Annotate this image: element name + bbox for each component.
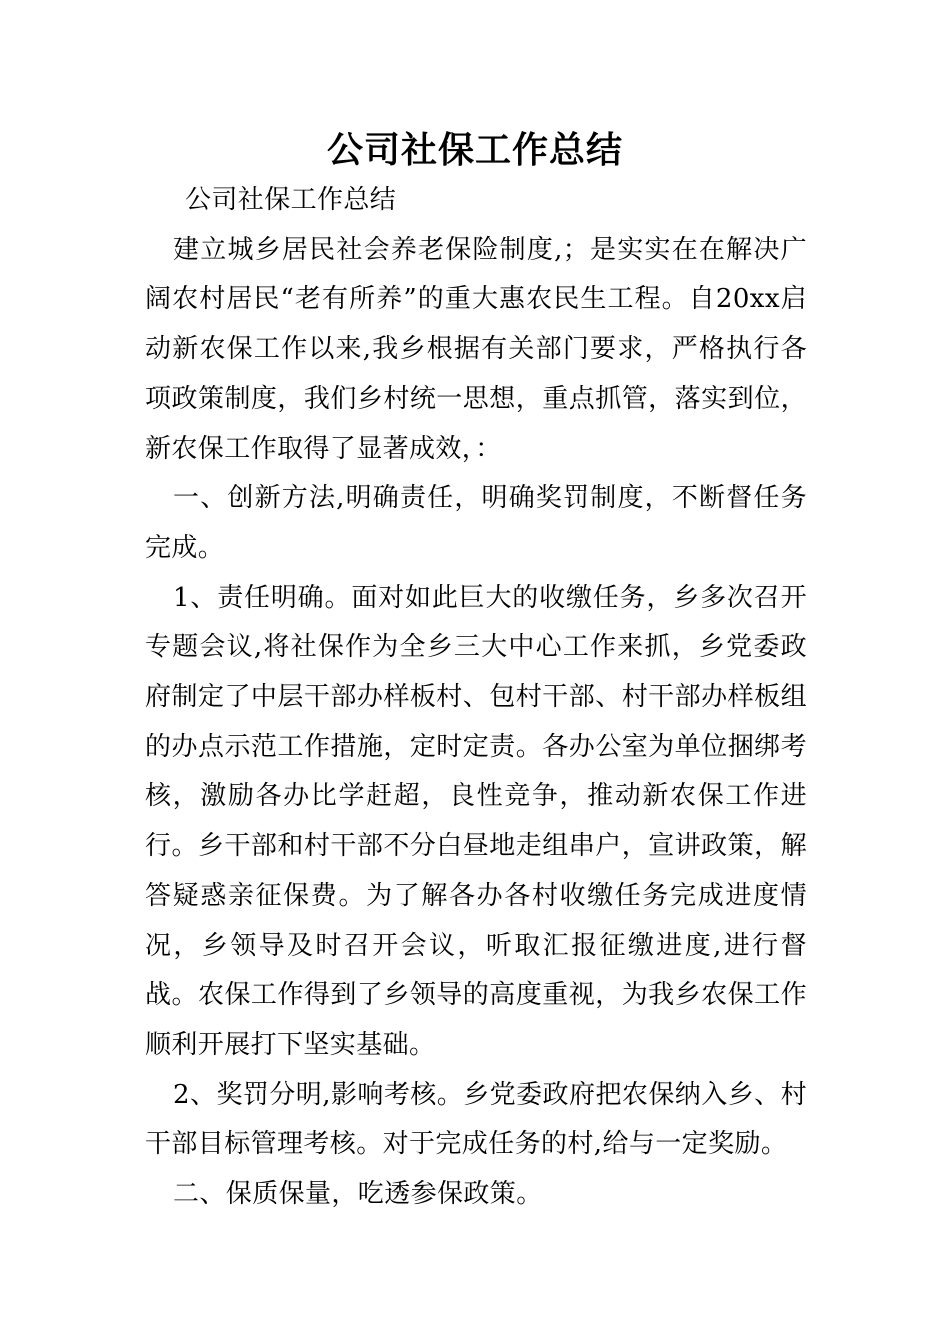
paragraph: 二、保质保量，吃透参保政策。 [173, 1179, 543, 1210]
paragraph: 1、责任明确。面对如此巨大的收缴任务，乡多次召开专题会议,将社保作为全乡三大中心工作来抓，乡党委政府制定了中层干部办样板村、包村干部、村干部办样板组的办点示范工作措施，定时定责。各办公室为单位捆绑考核，激励各办比学赶超，良性竞争，推动新农保工作进行。乡干部和村干部不分白昼地走组串户，宣讲政策，解答疑惑亲征保费。为了解各办各村收缴任务完成进度情况，乡领导及时召开会议，听取汇报征缴进度,进行督战。农保工作得到了乡领导的高度重视，为我乡农保工作顺利开展打下坚实基础。 [145, 582, 807, 1060]
document-title: 公司社保工作总结 [326, 129, 623, 171]
document-subtitle: 公司社保工作总结 [185, 185, 397, 215]
paragraph: 建立城乡居民社会养老保险制度,；是实实在在解决广阔农村居民“老有所养”的重大惠农民生工程。自20xx启动新农保工作以来,我乡根据有关部门要求，严格执行各项政策制度，我们乡村统一思想，重点抓管，落实到位，新农保工作取得了显著成效，： [145, 234, 807, 464]
document-body [145, 176, 807, 1220]
paragraph: 2、奖罚分明,影响考核。乡党委政府把农保纳入乡、村干部目标管理考核。对于完成任务的村,给与一定奖励。 [145, 1079, 807, 1160]
paragraph: 一、创新方法,明确责任，明确奖罚制度，不断督任务完成。 [145, 483, 807, 563]
